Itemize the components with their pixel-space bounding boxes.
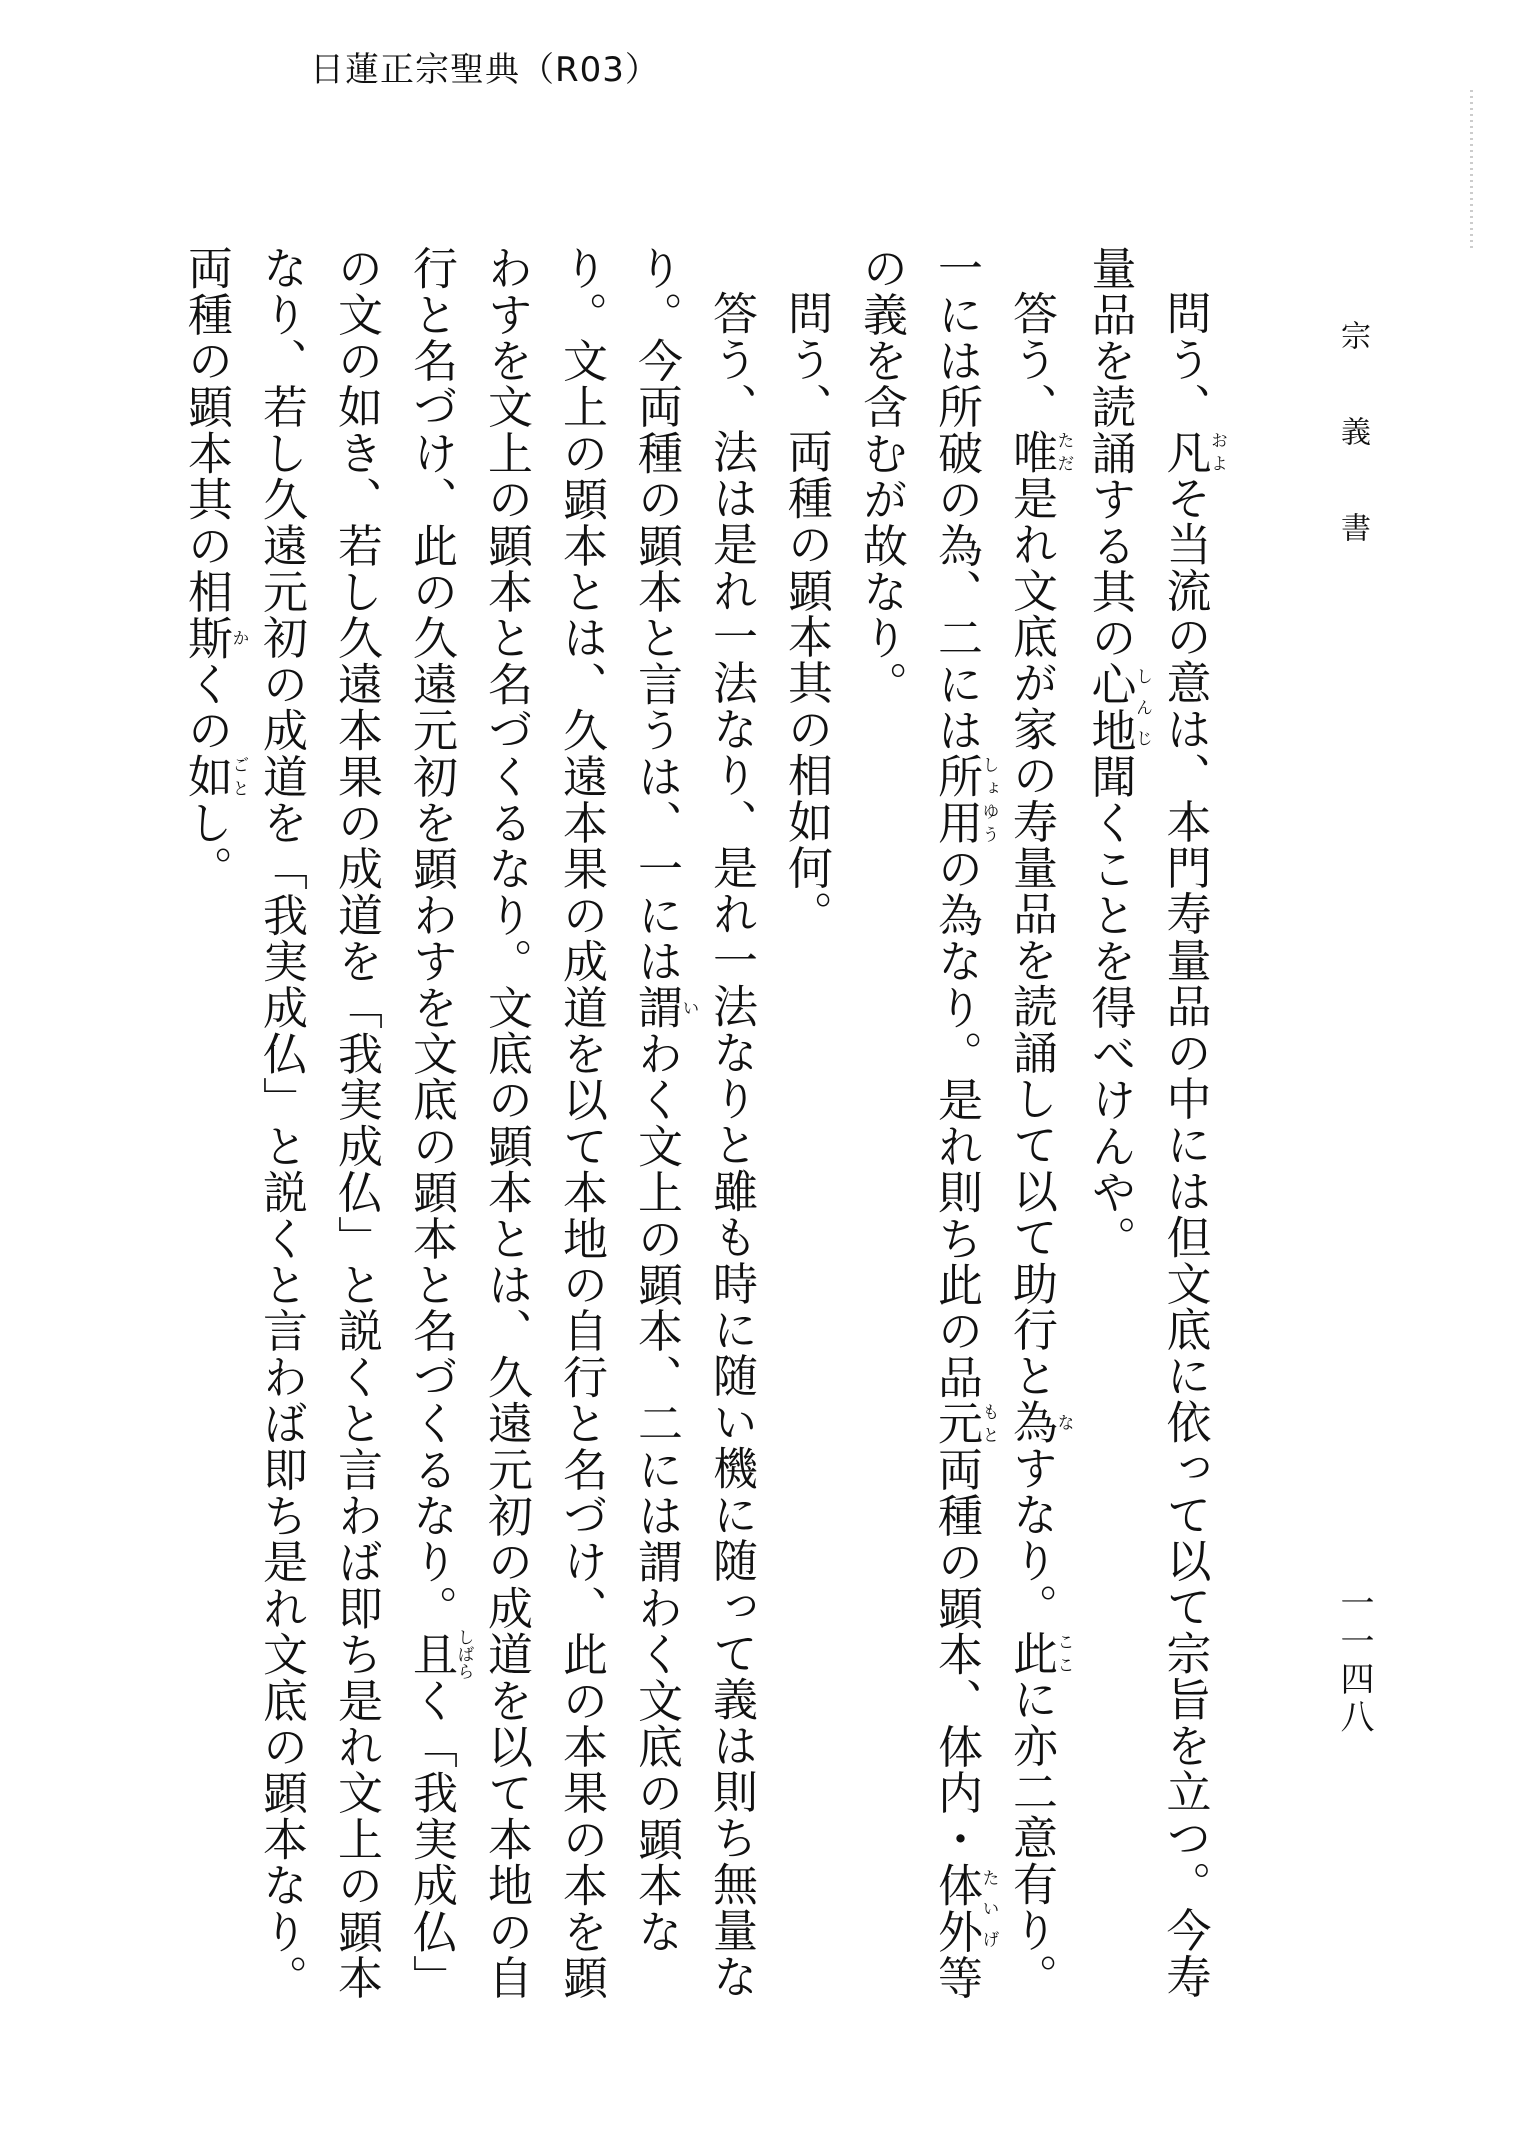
furigana: およ <box>1207 428 1227 475</box>
document-title: 日蓮正宗聖典（R03） <box>310 50 660 90</box>
ruby-word: 所用しょゆう <box>930 753 999 846</box>
text-body <box>116 245 1226 2045</box>
furigana: しんじ <box>1132 660 1152 754</box>
ruby-word: 為な <box>1005 1398 1074 1446</box>
running-head: 宗 義 書 <box>1335 320 1370 560</box>
page-number: 一一四八 <box>1334 1585 1374 1737</box>
paragraph-question-1: 問う、凡およそ当流の意は、本門寿量品の中には但文底に依って以て宗旨を立つ。今寿量品を読誦する其の心地しんじ聞くことを得べけんや。 <box>1083 245 1227 2000</box>
furigana: たいげ <box>978 1862 999 1955</box>
ruby-word: 此ここ <box>1005 1629 1074 1677</box>
ruby-word: 元もと <box>930 1400 999 1447</box>
furigana: ごと <box>228 753 249 800</box>
paragraph-answer-2: 答う、法は是れ一法なり、是れ一法なりと雖も時に随い機に随って義は則ち無量なり。今両種の顕本と言うは、一には謂いわく文上の顕本、二には謂わく文底の顕本なり。文上の顕本とは、久遠本果の成道を以て本地の自行と名づけ、此の本果の本を顕わすを文上の顕本と名づくるなり。文底の顕本とは、久遠元初の成道を以て本地の自行と名づけ、此の久遠元初を顕わすを文底の顕本と名づくるなり。且しばらく「我実成仏」の文の如き、若し久遠本果の成道を「我実成仏」と説くと言わば即ち是れ文上の顕本なり、若し久遠元初の成道を「我実成仏」と説くと言わば即ち是れ文底の顕本なり。両種の顕本其の相斯かくの如ごとし。 <box>180 245 758 2001</box>
furigana: か <box>228 614 249 661</box>
ruby-word: 斯か <box>180 614 249 661</box>
furigana: しばら <box>453 1628 474 1680</box>
ruby-word: 体外たいげ <box>930 1862 999 1955</box>
ruby-word: 心地しんじ <box>1083 660 1152 754</box>
furigana: な <box>1053 1398 1074 1446</box>
scan-margin-mark <box>1470 90 1473 250</box>
ruby-word: 如ごと <box>180 753 249 800</box>
ruby-word: 且しばら <box>405 1628 474 1680</box>
paragraph-question-2: 問う、両種の顕本其の相如何。 <box>780 290 833 937</box>
ruby-word: 謂い <box>630 984 699 1031</box>
paragraph-answer-1: 答う、唯ただ是れ文底が家の寿量品を読誦して以て助行と為なすなり。此ここに亦二意有り。一には所破の為、二には所用しょゆうの為なり。是れ則ち此の品元もと両種の顕本、体内・体外たいげ等の義を含むが故なり。 <box>855 245 1074 2001</box>
furigana: しょゆう <box>978 753 999 846</box>
furigana: もと <box>978 1400 999 1447</box>
furigana: い <box>678 984 699 1031</box>
ruby-word: 唯ただ <box>1005 428 1074 475</box>
furigana: ここ <box>1053 1629 1074 1677</box>
furigana: ただ <box>1053 428 1074 475</box>
ruby-word: 凡およ <box>1158 428 1227 475</box>
